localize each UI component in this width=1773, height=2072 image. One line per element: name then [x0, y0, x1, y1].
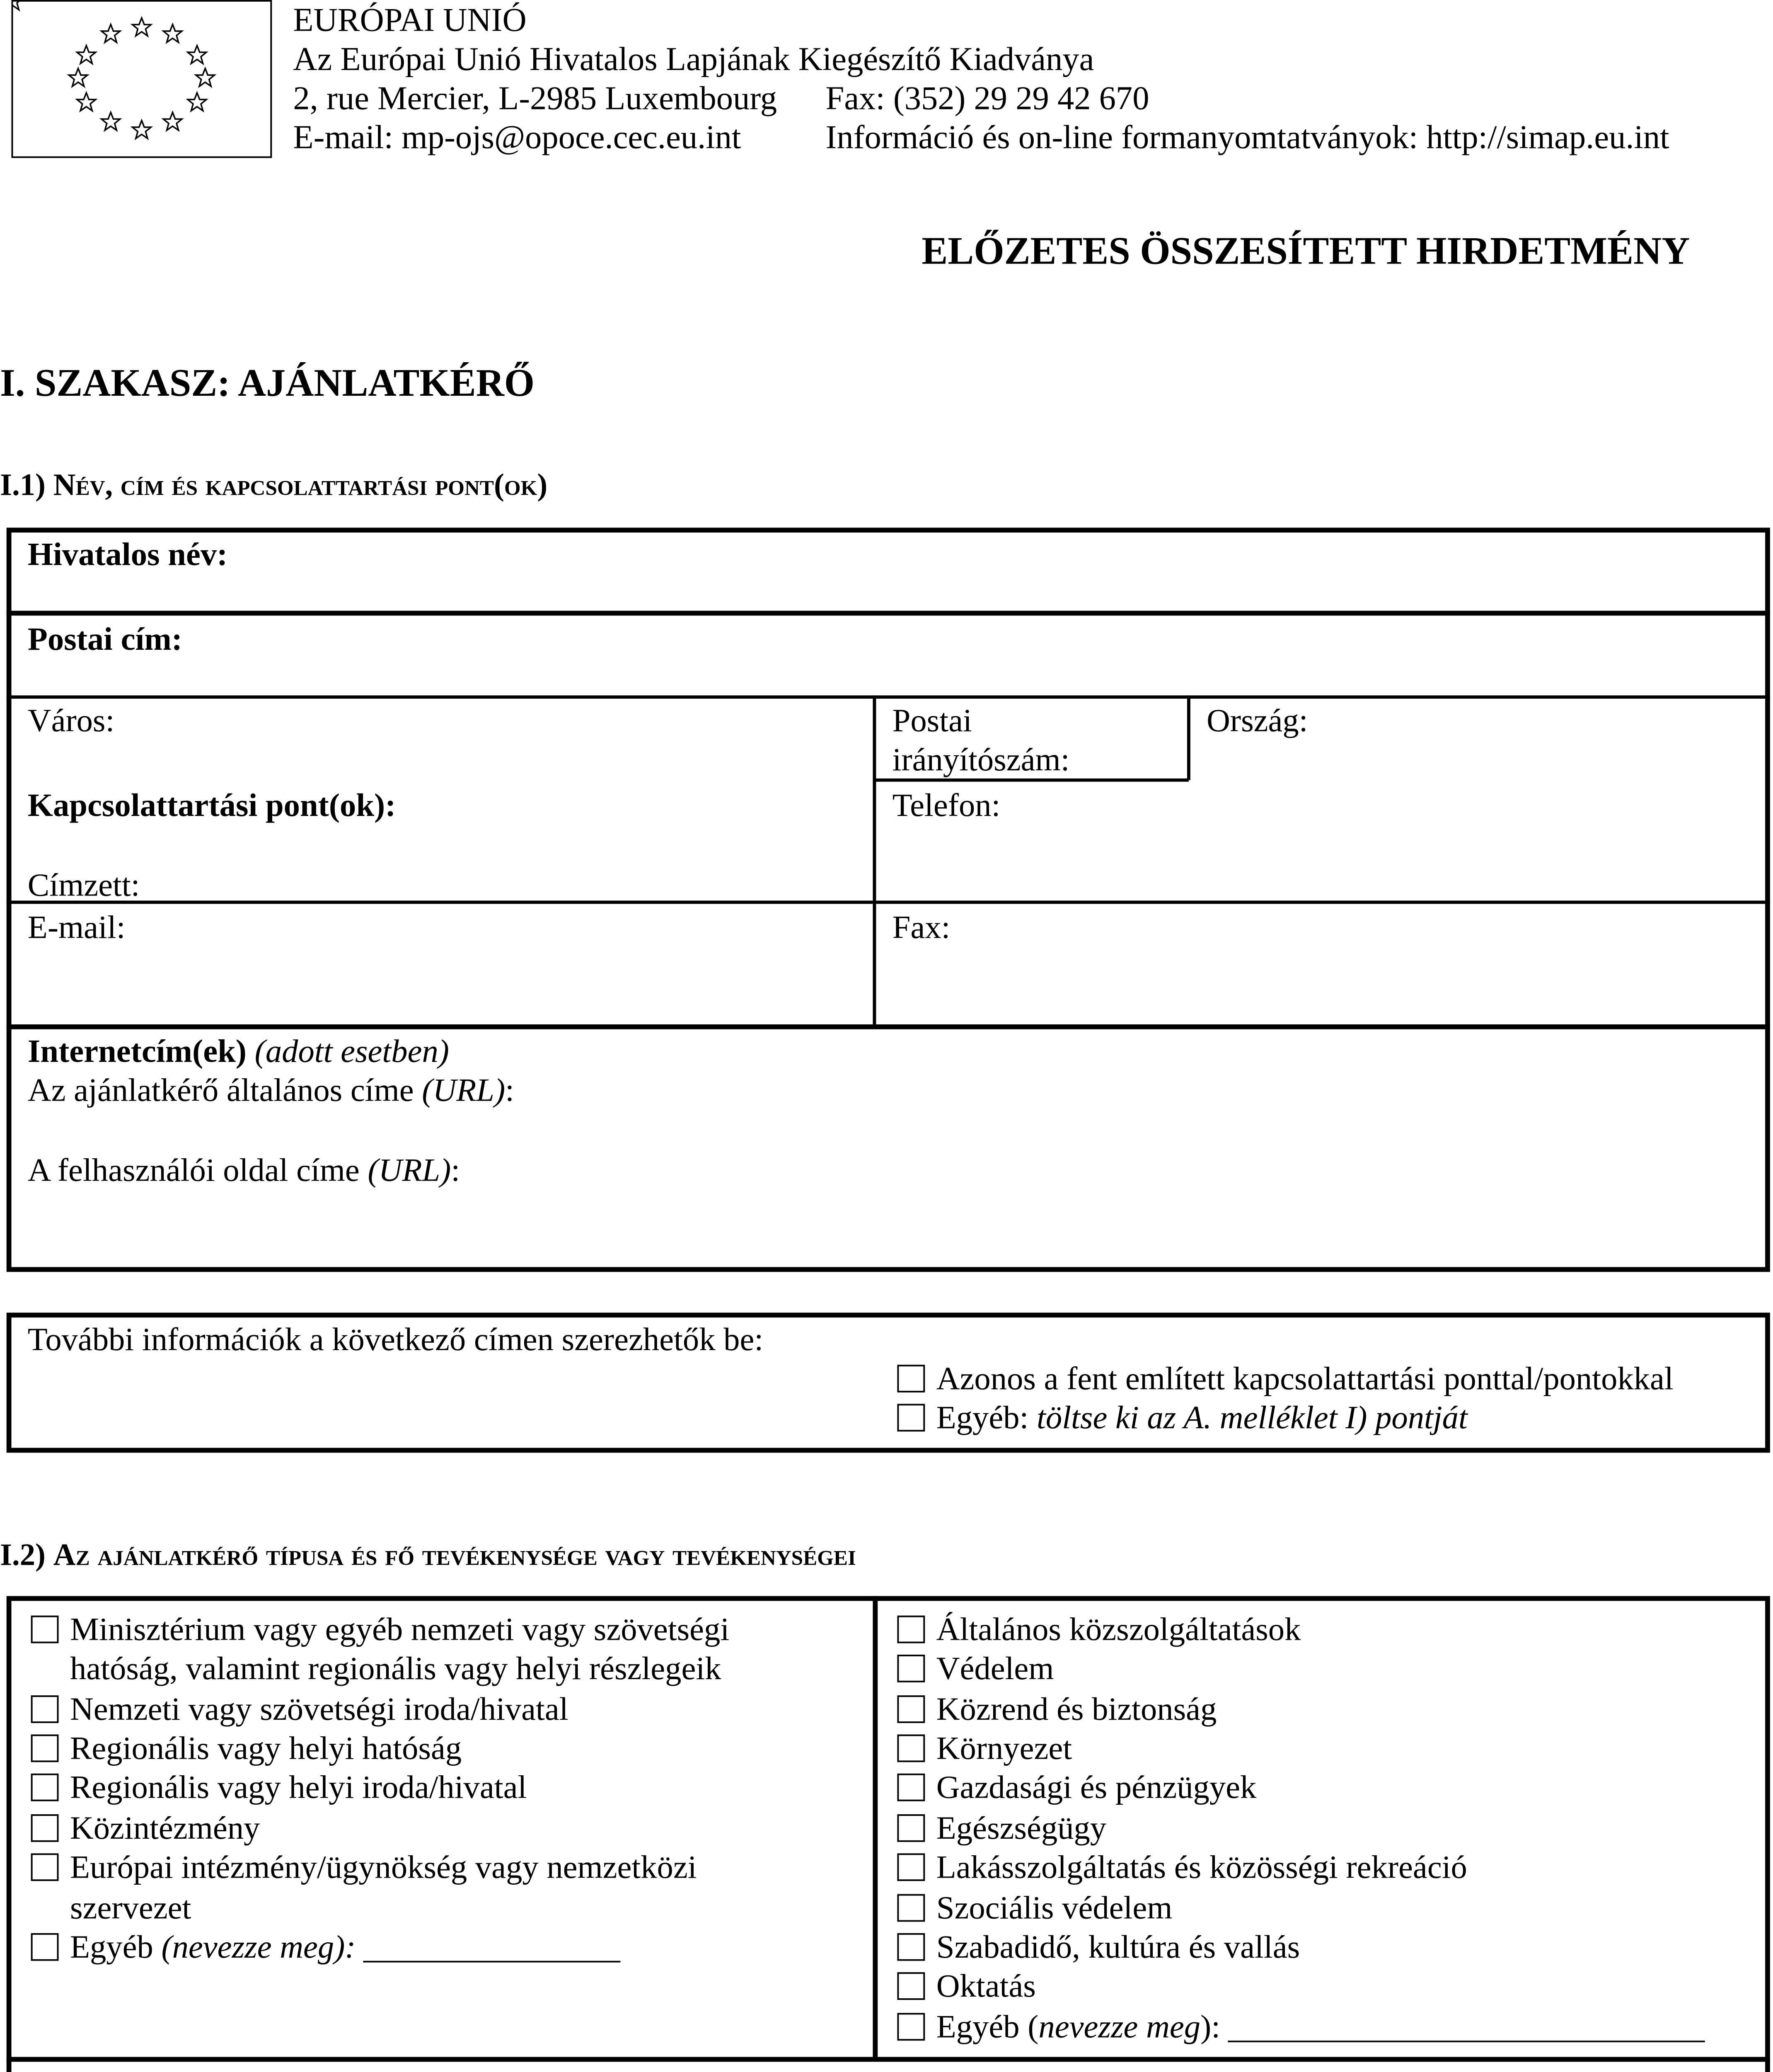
internet-label: Internetcím(ek) (adott esetben)	[27, 1034, 449, 1070]
header-publication: Az Európai Unió Hivatalos Lapjának Kiegészítő Kiadványa	[293, 42, 1094, 78]
checkbox[interactable]	[31, 1814, 59, 1842]
further-info-same-option[interactable]: Azonos a fent említett kapcsolattartási ponttal/pontokkal	[897, 1360, 1673, 1399]
checkbox[interactable]	[31, 1616, 59, 1644]
checkbox[interactable]	[897, 1814, 925, 1842]
section-1-1-heading: I.1) Név, cím és kapcsolattartási pont(ok)	[0, 469, 548, 503]
activity-recreation[interactable]: Szabadidő, kultúra és vallás	[897, 1928, 1300, 1967]
email-label: E-mail:	[27, 910, 126, 946]
activity-health[interactable]: Egészségügy	[897, 1809, 1106, 1848]
checkbox[interactable]	[897, 1695, 925, 1723]
type-public-body[interactable]: Közintézmény	[31, 1809, 260, 1848]
type-european-institution-cont: szervezet	[70, 1890, 191, 1927]
activity-education[interactable]: Oktatás	[897, 1967, 1035, 2006]
header-email: E-mail: mp-ojs@opoce.cec.eu.int	[293, 120, 741, 157]
postal-code-label-1: Postai	[892, 703, 972, 740]
checkbox[interactable]	[897, 1853, 925, 1881]
checkbox[interactable]	[31, 1853, 59, 1881]
section-1-2-heading: I.2) Az ajánlatkérő típusa és fő tevékenysége vagy tevékenységei	[0, 1539, 856, 1573]
activity-defence[interactable]: Védelem	[897, 1650, 1054, 1689]
activity-other[interactable]: Egyéb (nevezze meg):	[897, 2008, 1705, 2047]
fax-label: Fax:	[892, 910, 951, 946]
type-other-field[interactable]	[364, 1932, 621, 1963]
eu-stars-icon	[13, 2, 268, 155]
type-regional-authority[interactable]: Regionális vagy helyi hatóság	[31, 1730, 462, 1769]
general-url-label: Az ajánlatkérő általános címe (URL):	[27, 1073, 515, 1109]
type-regional-agency[interactable]: Regionális vagy helyi iroda/hivatal	[31, 1769, 527, 1808]
checkbox[interactable]	[897, 1616, 925, 1644]
postal-address-label: Postai cím:	[27, 622, 183, 658]
activity-general-public-services[interactable]: Általános közszolgáltatások	[897, 1611, 1301, 1650]
phone-label: Telefon:	[892, 788, 1001, 824]
activity-housing[interactable]: Lakásszolgáltatás és közösségi rekreáció	[897, 1849, 1467, 1888]
checkbox[interactable]	[897, 2013, 925, 2041]
eu-flag-logo	[12, 0, 272, 158]
checkbox[interactable]	[897, 1933, 925, 1961]
type-other[interactable]: Egyéb (nevezze meg):	[31, 1928, 622, 1967]
checkbox[interactable]	[897, 1972, 925, 2000]
checkbox[interactable]	[897, 1774, 925, 1801]
country-label: Ország:	[1207, 703, 1308, 740]
checkbox[interactable]	[897, 1655, 925, 1682]
activity-other-field[interactable]	[1229, 2011, 1705, 2043]
header-fax: Fax: (352) 29 29 42 670	[825, 81, 1149, 117]
checkbox[interactable]	[31, 1734, 59, 1762]
type-ministry-cont: hatóság, valamint regionális vagy helyi részlegeik	[70, 1651, 721, 1687]
further-info-other-option[interactable]: Egyéb: töltse ki az A. melléklet I) pontját	[897, 1399, 1467, 1438]
attention-label: Címzett:	[27, 868, 140, 904]
checkbox[interactable]	[31, 1933, 59, 1961]
header-eu: EURÓPAI UNIÓ	[293, 3, 527, 39]
type-ministry[interactable]: Minisztérium vagy egyéb nemzeti vagy szövetségi	[31, 1611, 730, 1650]
activity-economic-financial[interactable]: Gazdasági és pénzügyek	[897, 1769, 1256, 1808]
buyer-url-label: A felhasználói oldal címe (URL):	[27, 1153, 460, 1189]
checkbox[interactable]	[897, 1734, 925, 1762]
further-info-label: További információk a következő címen szerezhetők be:	[27, 1322, 764, 1358]
activity-environment[interactable]: Környezet	[897, 1730, 1072, 1769]
header-address: 2, rue Mercier, L-2985 Luxembourg	[293, 81, 777, 117]
checkbox[interactable]	[897, 1894, 925, 1922]
activity-public-order[interactable]: Közrend és biztonság	[897, 1690, 1217, 1729]
checkbox[interactable]	[897, 1365, 925, 1392]
checkbox[interactable]	[897, 1404, 925, 1432]
type-european-institution[interactable]: Európai intézmény/ügynökség vagy nemzetközi	[31, 1849, 697, 1888]
contact-points-label: Kapcsolattartási pont(ok):	[27, 788, 396, 824]
city-label: Város:	[27, 703, 115, 740]
checkbox[interactable]	[31, 1774, 59, 1801]
postal-code-label-2: irányítószám:	[892, 743, 1070, 779]
activity-social-protection[interactable]: Szociális védelem	[897, 1889, 1172, 1928]
section-1-title: I. SZAKASZ: AJÁNLATKÉRŐ	[0, 363, 535, 406]
header-info-link: Információ és on-line formanyomtatványok: http://simap.eu.int	[825, 120, 1669, 157]
official-name-label: Hivatalos név:	[27, 537, 228, 574]
checkbox[interactable]	[31, 1695, 59, 1723]
document-title: ELŐZETES ÖSSZESÍTETT HIRDETMÉNY	[922, 231, 1690, 274]
type-national-agency[interactable]: Nemzeti vagy szövetségi iroda/hivatal	[31, 1690, 568, 1729]
